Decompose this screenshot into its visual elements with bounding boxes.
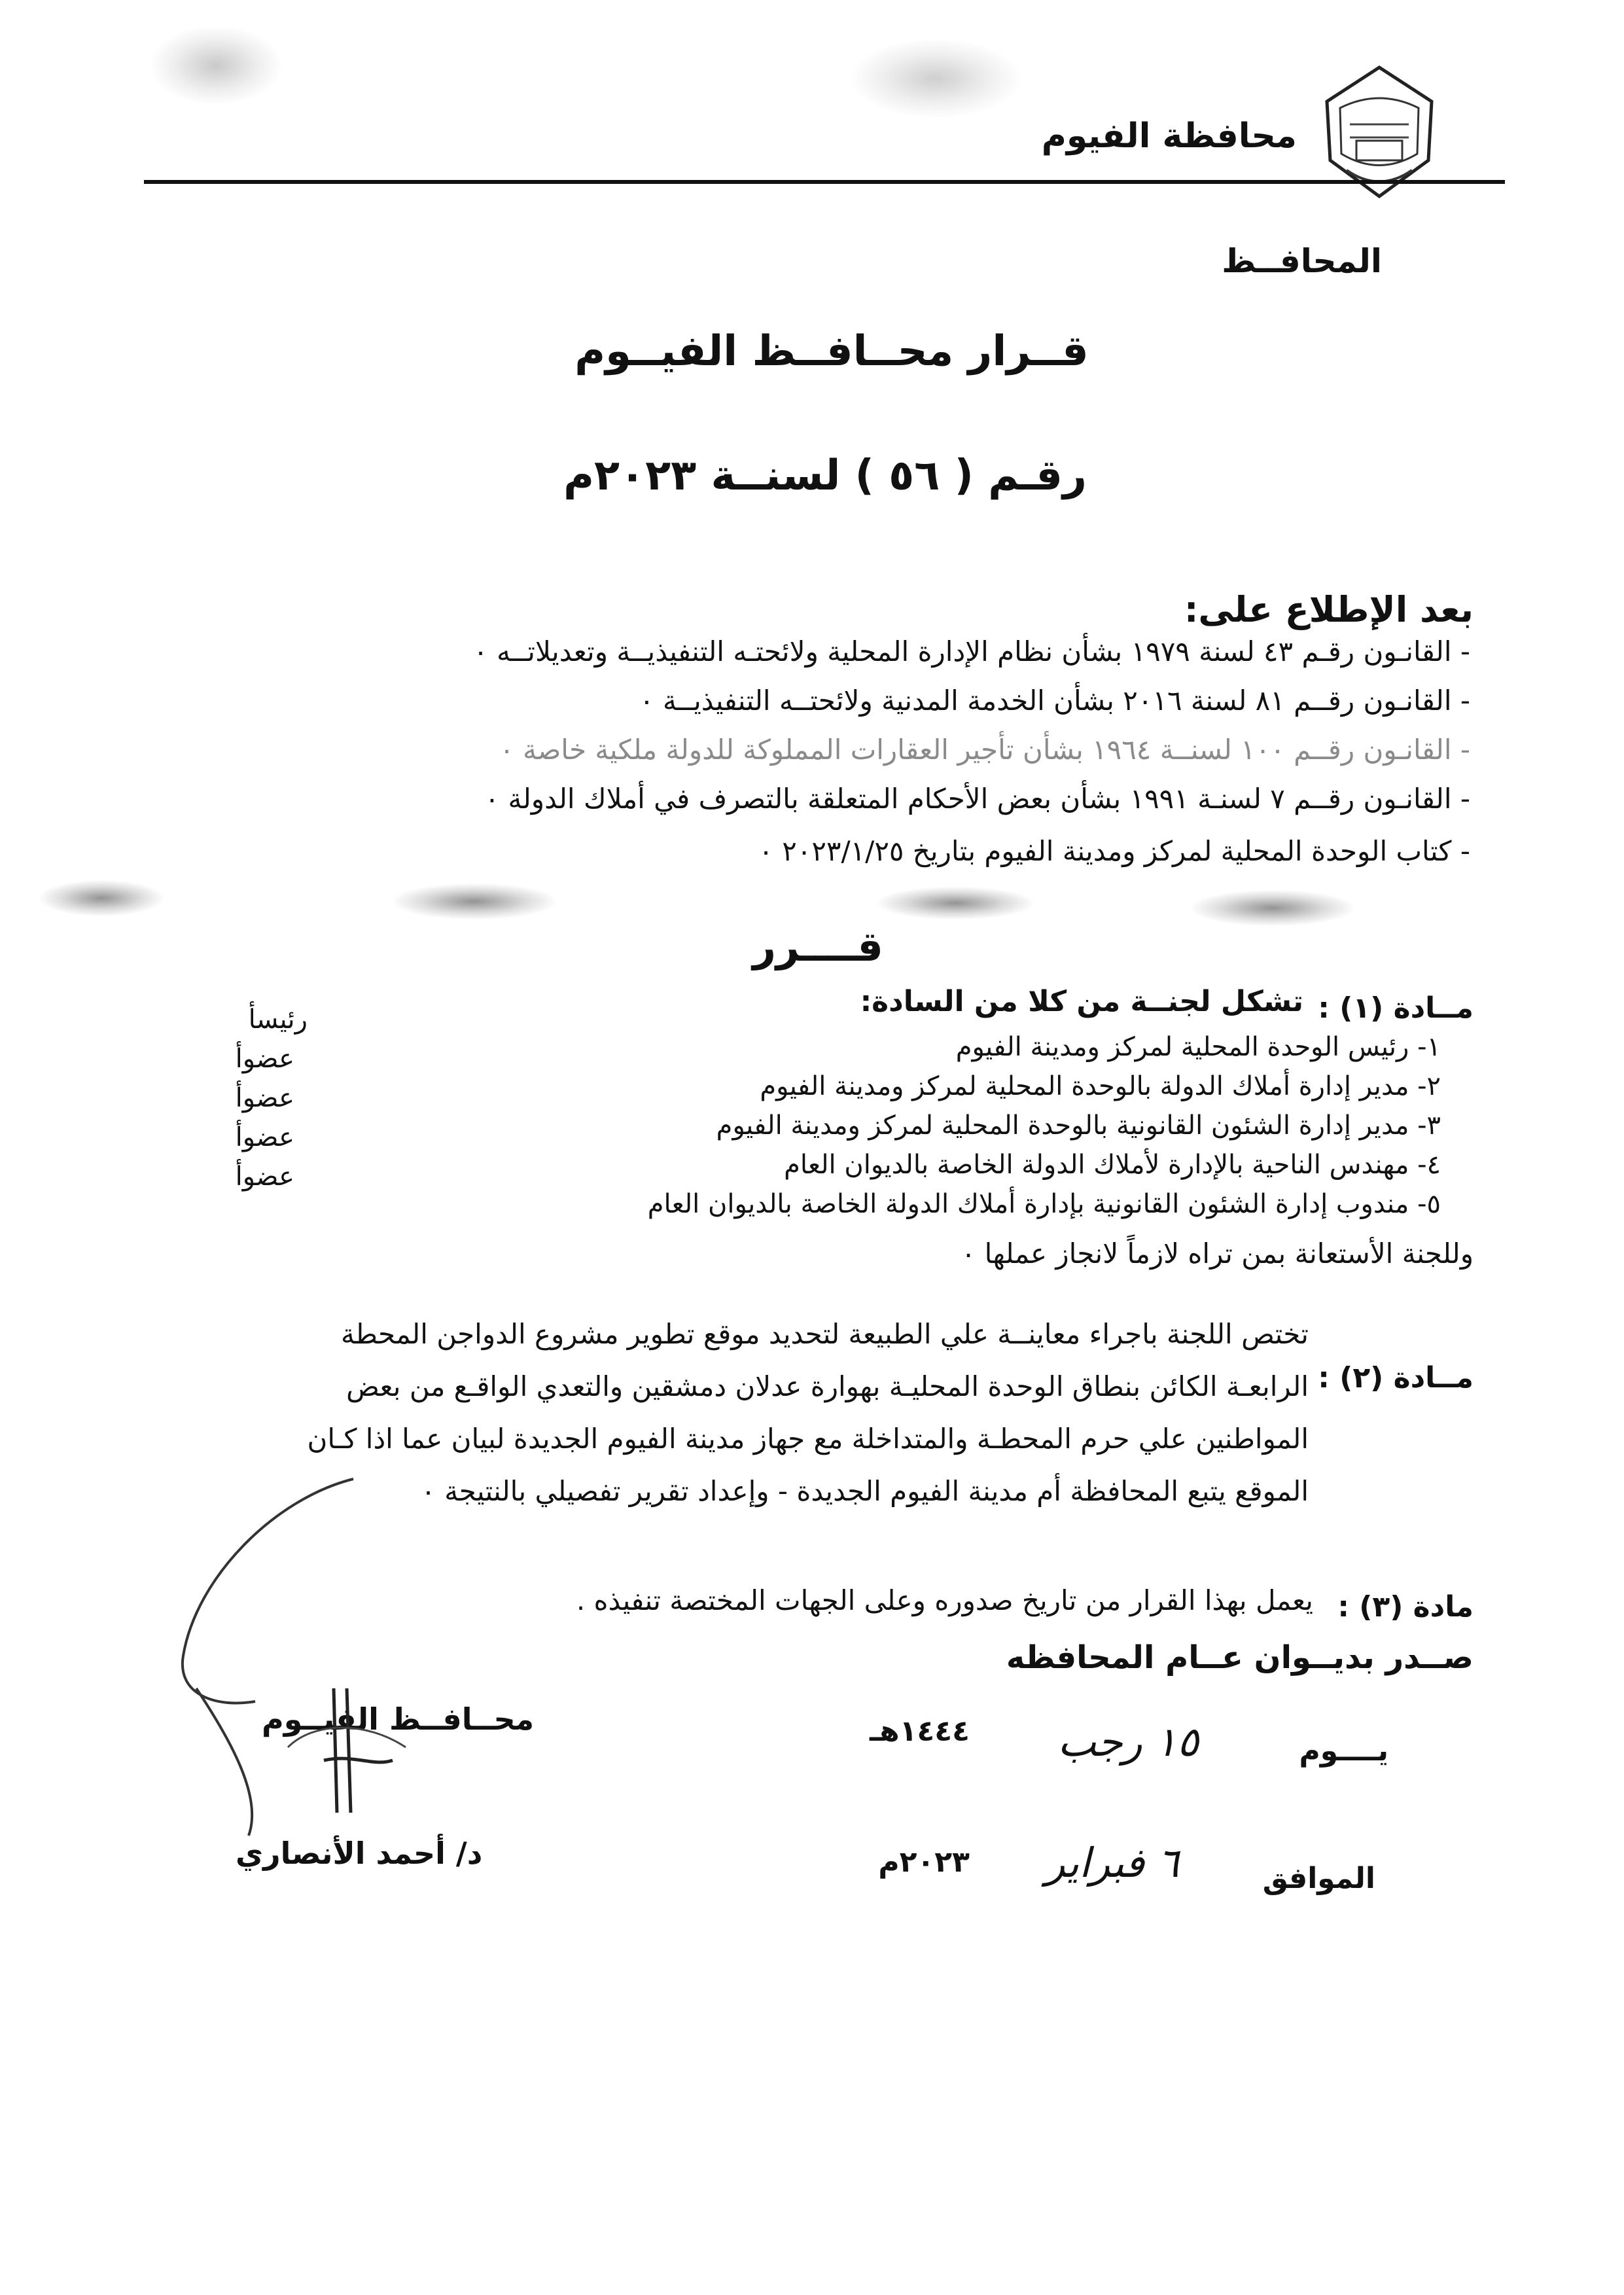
hijri-year: ١٤٤٤هـ [870,1715,970,1748]
article2-line: الرابعـة الكائن بنطاق الوحدة المحليـة بهوارة عدلان دمشقين والتعدي الواقـع من بعض [346,1370,1309,1402]
preamble-item: - القانـون رقــم ٨١ لسنة ٢٠١٦ بشأن الخدمة المدنية ولائحتــه التنفيذيــة ٠ [639,685,1470,717]
member-item: ٢- مدير إدارة أملاك الدولة بالوحدة المحلية لمركز ومدينة الفيوم [760,1071,1441,1101]
article3-text: يعمل بهذا القرار من تاريخ صدوره وعلى الجهات المختصة تنفيذه . [576,1584,1313,1616]
decree-number: رقـم ( ٥٦ ) لسنــة ٢٠٢٣م [563,452,1087,500]
issued-line: صــدر بديــوان عــام المحافظه [1006,1639,1474,1676]
article3-label: مادة (٣) : [1337,1590,1474,1624]
member-role: عضوأ [235,1122,294,1152]
signatory-title: محــافــظ الفيــوم [262,1701,535,1737]
gregorian-date-handwritten: ٦ فبراير [1045,1839,1179,1887]
scan-smudge [851,39,1021,118]
member-role: عضوأ [235,1162,294,1192]
member-role: عضوأ [235,1083,294,1113]
preamble-item: - كتاب الوحدة المحلية لمركز ومدينة الفيوم بتاريخ ٢٠٢٣/١/٢٥ ٠ [758,835,1470,867]
scan-smudge [150,26,281,105]
scan-smudge [1191,890,1354,926]
article2-line: الموقع يتبع المحافظة أم مدينة الفيوم الجديدة - وإعداد تقرير تفصيلي بالنتيجة ٠ [421,1475,1309,1507]
scan-smudge [39,880,164,916]
hijri-date-handwritten: ١٥ رجب [1057,1718,1199,1766]
member-role: رئيسأ [248,1005,308,1035]
preamble-heading: بعد الإطلاع على: [1184,589,1474,630]
handwritten-signature [157,1472,419,1839]
member-item: ١- رئيس الوحدة المحلية لمركز ومدينة الفيوم [955,1032,1441,1062]
preamble-item: - القانـون رقـم ٤٣ لسنة ١٩٧٩ بشأن نظام الإدارة المحلية ولائحتـه التنفيذيــة وتعديلاتــه ٠ [473,635,1470,667]
scan-smudge [877,887,1034,919]
governorate-name: محافظة الفيوم [1041,116,1297,156]
preamble-item: - القانـون رقــم ١٠٠ لسنــة ١٩٦٤ بشأن تأجير العقارات المملوكة للدولة ملكية خاصة ٠ [499,734,1470,766]
decision-heading: قــــرر [752,923,883,970]
gregorian-date-prefix: الموافق [1262,1862,1375,1895]
member-item: ٤- مهندس الناحية بالإدارة لأملاك الدولة الخاصة بالديوان العام [784,1150,1441,1180]
header-rule [144,180,1505,184]
hijri-date-prefix: يــــوم [1299,1734,1388,1768]
article2-label: مــادة (٢) : [1318,1361,1474,1395]
article1-closing: وللجنة الأستعانة بمن تراه لازماً لانجاز عملها ٠ [961,1237,1474,1270]
article1-label: مــادة (١) : [1318,991,1474,1025]
article1-intro: تشكل لجنــة من كلا من السادة: [860,985,1303,1018]
scan-smudge [393,883,556,919]
office-name: المحافــظ [1222,242,1382,280]
preamble-item: - القانـون رقــم ٧ لسنـة ١٩٩١ بشأن بعض الأحكام المتعلقة بالتصرف في أملاك الدولة ٠ [484,783,1470,815]
article2-line: المواطنين علي حرم المحطـة والمتداخلة مع جهاز مدينة الفيوم الجديدة لبيان عما اذا كـان [307,1423,1309,1455]
member-item: ٣- مدير إدارة الشئون القانونية بالوحدة المحلية لمركز ومدينة الفيوم [716,1111,1441,1141]
gregorian-year: ٢٠٢٣م [878,1845,970,1879]
signatory-name: د/ أحمد الأنصاري [236,1836,483,1871]
member-role: عضوأ [235,1044,294,1074]
member-item: ٥- مندوب إدارة الشئون القانونية بإدارة أملاك الدولة الخاصة بالديوان العام [647,1189,1441,1219]
article2-line: تختص اللجنة باجراء معاينــة علي الطبيعة لتحديد موقع تطوير مشروع الدواجن المحطة [341,1318,1309,1350]
decree-title: قــرار محــافــظ الفيــوم [574,327,1089,376]
